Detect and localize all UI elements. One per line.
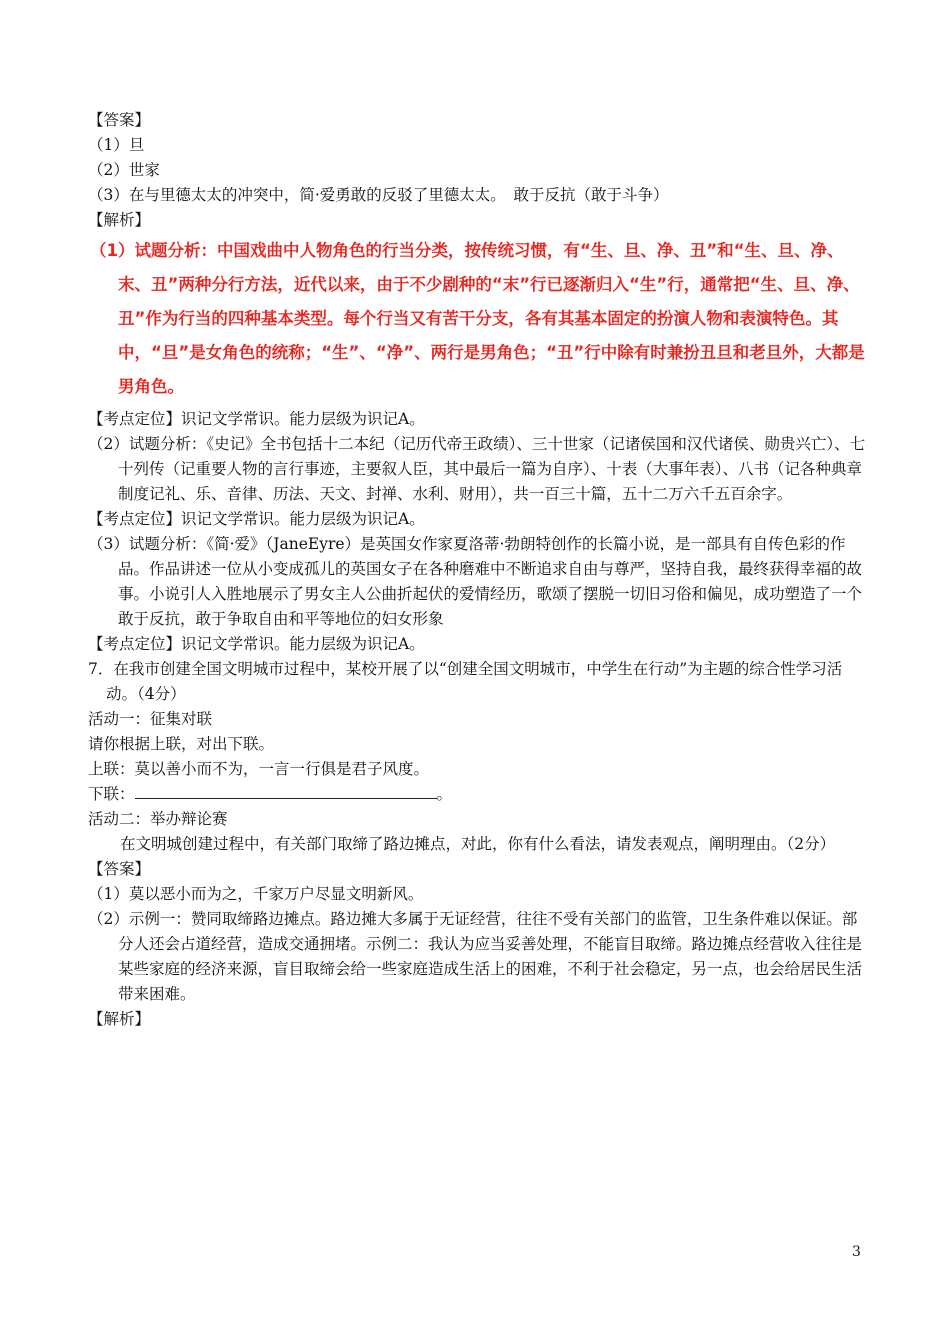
- activity-2-title: 活动二：举办辩论赛: [88, 810, 228, 828]
- page-number: 3: [852, 1244, 861, 1260]
- debate-prompt: 在文明城创建过程中，有关部门取缔了路边摊点，对此，你有什么看法，请发表观点，阐明理由。（2分）: [120, 835, 836, 853]
- answer-blank[interactable]: [135, 784, 437, 799]
- answer-2-item-1: （1）莫以恶小而为之，千家万户尽显文明新风。: [88, 885, 424, 903]
- analysis-item-2: （2）试题分析：《史记》全书包括十二本纪（记历代帝王政绩）、三十世家（记诸侯国和汉代诸侯、勋贵兴亡）、七十列传（记重要人物的言行事迹，主要叙人臣，其中最后一篇为自序）、十表（大事年表）、八书（记各种典章制度记礼、乐、音律、历法、天文、封禅、水利、财用），共一百三十篇，五十二万六千五百余字。: [88, 435, 866, 503]
- question-7-stem: 7．在我市创建全国文明城市过程中，某校开展了以“创建全国文明城市，中学生在行动”为主题的综合性学习活动。（4分）: [88, 660, 843, 703]
- page-content: [88, 108, 868, 1032]
- upper-couplet: 上联：莫以善小而不为，一言一行俱是君子风度。: [88, 760, 430, 778]
- lower-couplet-line: [88, 782, 868, 807]
- analysis-red-paragraph: （1）试题分析：中国戏曲中人物角色的行当分类，按传统习惯，有“生、旦、净、丑”和“生、旦、净、末、丑”两种分行方法，近代以来，由于不少剧种的“末”行已逐渐归入“生”行，通常把“生、旦、净、丑”作为行当的四种基本类型。每个行当又有苦干分支，各有其基本固定的扮演人物和表演特色。其中，“旦”是女角色的统称；“生”、“净”、两行是男角色；“丑”行中除有时兼扮丑旦和老旦外，大都是男角色。: [90, 241, 865, 396]
- key-point-2: 【考点定位】识记文学常识。能力层级为识记A。: [88, 510, 425, 528]
- activity-1-title: 活动一：征集对联: [88, 710, 213, 728]
- answer-item-2: （2）世家: [88, 161, 160, 179]
- key-point-1: 【考点定位】识记文学常识。能力层级为识记A。: [88, 410, 425, 428]
- answer-header: 【答案】: [88, 111, 151, 129]
- activity-1-instruction: 请你根据上联，对出下联。: [88, 735, 275, 753]
- analysis-item-3: （3）试题分析：《简·爱》（JaneEyre）是英国女作家夏洛蒂·勃朗特创作的长篇小说，是一部具有自传色彩的作品。作品讲述一位从小变成孤儿的英国女子在各种磨难中不断追求自由与尊严，坚持自我，最终获得幸福的故事。小说引人入胜地展示了男女主人公曲折起伏的爱情经历，歌颂了摆脱一切旧习俗和偏见，成功塑造了一个敢于反抗，敢于争取自由和平等地位的妇女形象: [88, 535, 863, 628]
- answer-item-3: （3）在与里德太太的冲突中，简·爱勇敢的反驳了里德太太。 敢于反抗（敢于斗争）: [88, 186, 669, 204]
- lower-couplet-label: 下联：: [88, 785, 135, 803]
- lower-couplet-end: 。: [436, 785, 453, 803]
- analysis-header: 【解析】: [88, 211, 151, 229]
- analysis-header-2: 【解析】: [88, 1010, 151, 1028]
- key-point-3: 【考点定位】识记文学常识。能力层级为识记A。: [88, 635, 425, 653]
- answer-2-item-2: （2）示例一：赞同取缔路边摊点。路边摊大多属于无证经营，往往不受有关部门的监管，卫生条件难以保证。部分人还会占道经营，造成交通拥堵。示例二：我认为应当妥善处理，不能盲目取缔。路边摊点经营收入往往是某些家庭的经济来源，盲目取缔会给一些家庭造成生活上的困难，不利于社会稳定，另一点，也会给居民生活带来困难。: [88, 910, 863, 1003]
- answer-item-1: （1）旦: [88, 136, 145, 154]
- answer-header-2: 【答案】: [88, 860, 151, 878]
